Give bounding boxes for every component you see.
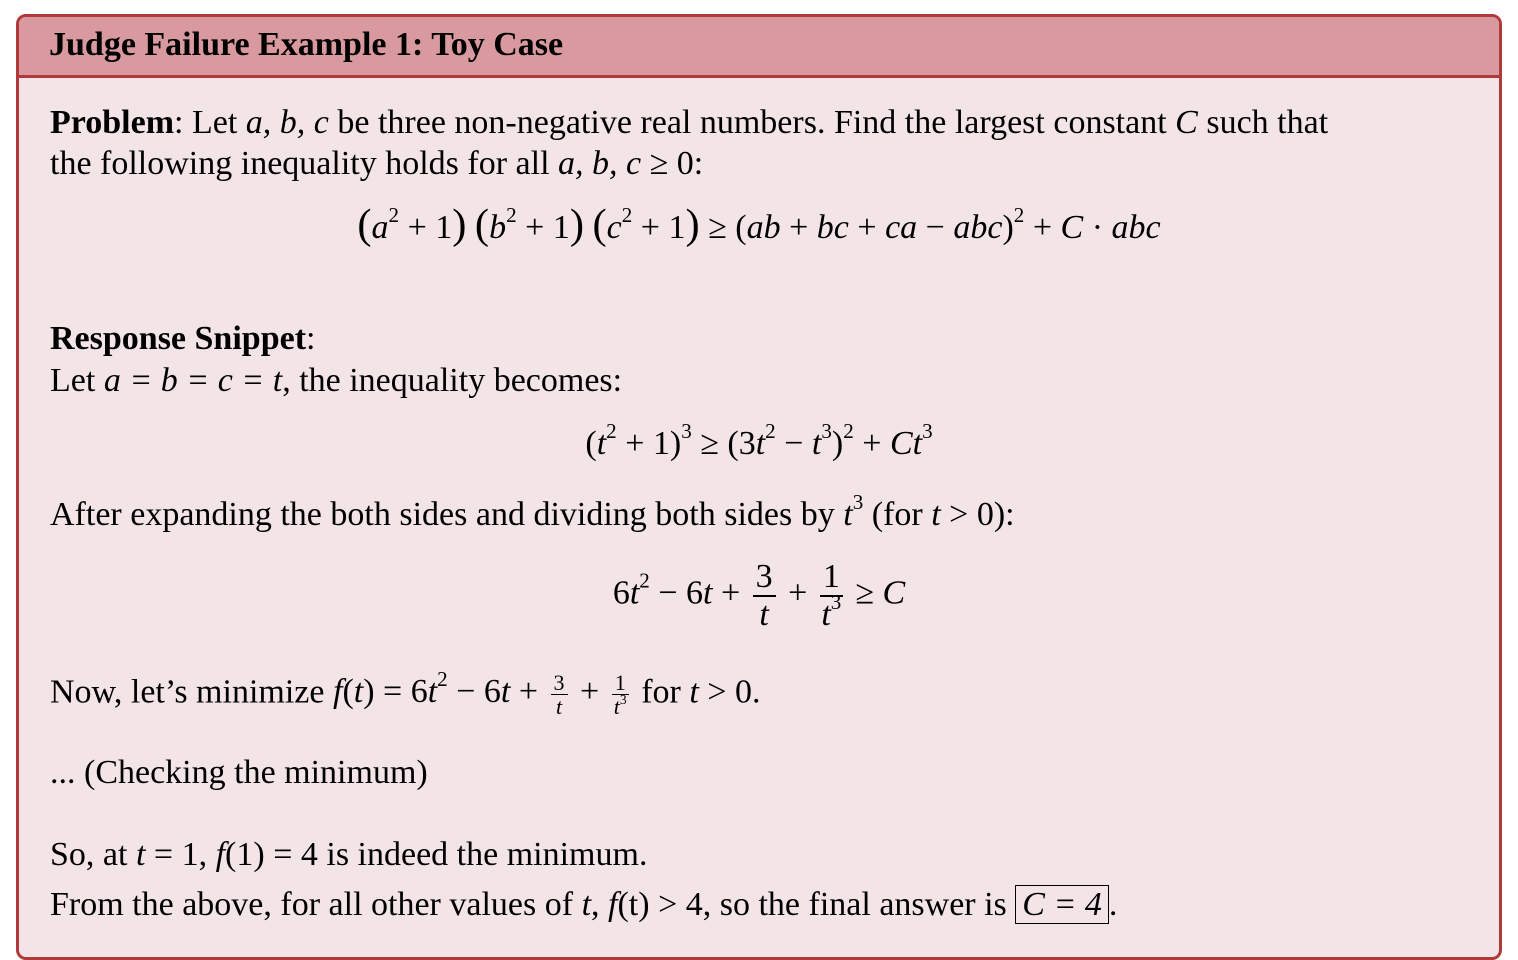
response-text: From the above, for all other values of: [50, 886, 582, 923]
response-text: .: [1108, 886, 1118, 923]
response-var: f: [608, 886, 618, 923]
response-text: > 0):: [940, 496, 1015, 533]
substituted-inequality: $(t^2 + 1)^3 \ge (3t^2 - t^3)^2 + Ct^3$: [585, 419, 933, 462]
fraction-1-over-t3: $\frac{1}{t^3}$: [821, 558, 842, 633]
response-text: (for: [863, 496, 932, 533]
response-var: t: [843, 496, 853, 533]
response-let-eq: a = b = c = t: [103, 362, 283, 399]
problem-inequality: $(a^2 + 1) (b^2 + 1) (c^2 + 1) \ge (ab$ + bc + ca − abc)$^2$ + C · abc: [357, 201, 1161, 248]
response-text: > 0.: [698, 673, 761, 711]
response-var: t: [581, 886, 592, 923]
box-title: Judge Failure Example 1: Toy Case: [49, 26, 564, 63]
problem-vars: a, b, c: [245, 104, 329, 141]
problem-text: such that: [1197, 104, 1329, 141]
fraction-3-over-t: $\frac{3}{t}$: [753, 559, 776, 632]
response-var: t: [135, 836, 146, 873]
response-var: t: [931, 496, 941, 533]
response-var: t: [689, 673, 699, 711]
problem-text: the following inequality holds for all: [50, 145, 559, 182]
problem-line-2: [50, 144, 703, 184]
problem-text: ≥ 0:: [641, 145, 704, 182]
response-text: After expanding the both sides and dividing both sides by: [50, 496, 844, 533]
response-text: ,: [591, 886, 609, 923]
problem-text: be three non-negative real numbers. Find the largest constant: [328, 104, 1176, 141]
response-so-line: [50, 835, 647, 875]
response-text: for: [632, 673, 690, 711]
final-answer-box: C = 4: [1015, 885, 1109, 924]
response-colon: :: [306, 320, 316, 357]
response-final-line: [50, 885, 1117, 925]
response-text: , the inequality becomes:: [282, 362, 623, 399]
title-bar: [19, 17, 1499, 78]
response-let-line: [50, 361, 622, 401]
problem-label: Problem: [50, 104, 175, 141]
problem-line-1: [50, 103, 1328, 143]
example-box: [16, 14, 1502, 960]
response-text: So, at: [50, 836, 136, 873]
response-text: Now, let’s minimize: [50, 673, 333, 711]
divided-inequality: $6t^2 - 6t$ + $\frac{3}{t}$ + $\frac{1}{t^3}$ ≥ C: [612, 558, 906, 633]
response-text: = 1,: [145, 836, 216, 873]
response-heading: [50, 319, 315, 359]
response-expand-line: After expanding the both sides and dividing both sides by $t^3$ (for t > 0):: [50, 490, 1015, 533]
checking-line: ... (Checking the minimum): [50, 754, 428, 791]
problem-vars: a, b, c: [558, 145, 642, 182]
response-text: (t) > 4, so the final answer is: [617, 886, 1016, 923]
response-minimize-line: [50, 667, 761, 720]
minimize-function: $f(t) = 6t^2 - 6t$ + $\frac{3}{t}$ + $\frac{1}{t^3}$: [333, 673, 633, 710]
problem-const: C: [1175, 104, 1198, 141]
problem-text: : Let: [174, 104, 246, 141]
response-var: f: [215, 836, 226, 873]
response-text: Let: [50, 362, 104, 399]
response-text: (1) = 4 is indeed the minimum.: [225, 836, 648, 873]
response-label: Response Snippet: [50, 320, 307, 357]
